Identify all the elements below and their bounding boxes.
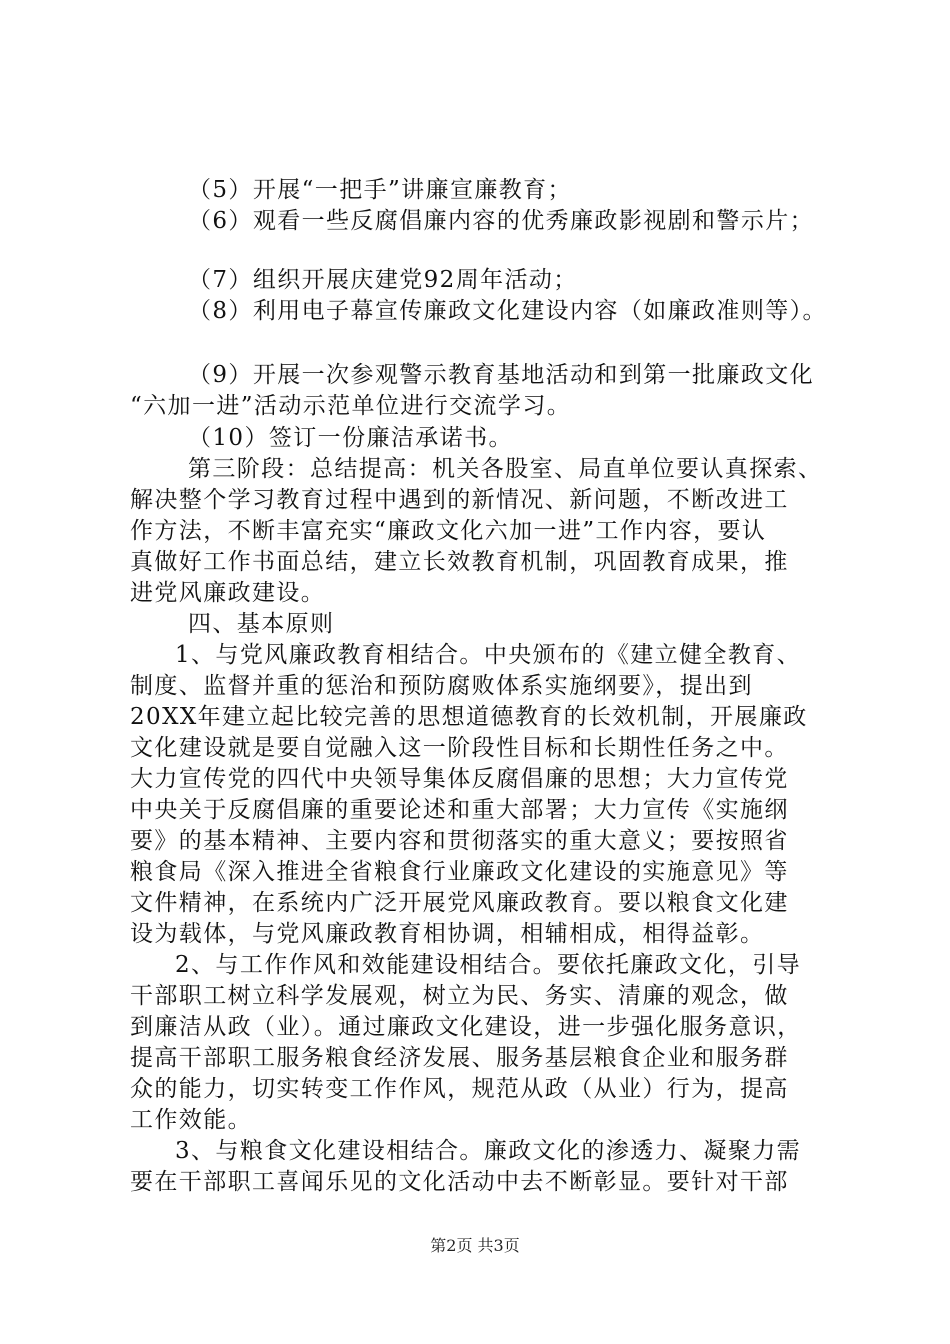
- section-heading: 四、基本原则: [188, 611, 335, 637]
- text-line: 1、与党风廉政教育相结合。中央颁布的《建立健全教育、: [175, 642, 802, 668]
- text-line: 解决整个学习教育过程中遇到的新情况、新问题，不断改进工: [130, 487, 789, 513]
- text-line: 中央关于反腐倡廉的重要论述和重大部署；大力宣传《实施纲: [130, 797, 789, 823]
- text-line: 制度、监督并重的惩治和预防腐败体系实施纲要》，提出到: [130, 673, 753, 699]
- text-line: 作方法，不断丰富充实“廉政文化六加一进”工作内容，要认: [130, 518, 767, 544]
- text-line: 3、与粮食文化建设相结合。廉政文化的渗透力、凝聚力需: [175, 1138, 802, 1164]
- text-line: （8）利用电子幕宣传廉政文化建设内容（如廉政准则等）。: [188, 298, 827, 324]
- text-line: （9）开展一次参观警示教育基地活动和到第一批廉政文化: [188, 362, 815, 388]
- text-line: 干部职工树立科学发展观，树立为民、务实、清廉的观念，做: [130, 983, 789, 1009]
- text-line: 工作效能。: [130, 1107, 252, 1133]
- text-line: 要在干部职工喜闻乐见的文化活动中去不断彰显。要针对干部: [130, 1169, 789, 1195]
- text-line: “六加一进”活动示范单位进行交流学习。: [130, 393, 572, 419]
- text-line: 到廉洁从政（业）。通过廉政文化建设，进一步强化服务意识，: [130, 1014, 802, 1040]
- text-line: 20XX年建立起比较完善的思想道德教育的长效机制，开展廉政: [130, 704, 808, 730]
- text-line: 众的能力，切实转变工作作风，规范从政（从业）行为，提高: [130, 1076, 789, 1102]
- text-line: 设为载体，与党风廉政教育相协调，相辅相成，相得益彰。: [130, 921, 765, 947]
- text-line: 粮食局《深入推进全省粮食行业廉政文化建设的实施意见》等: [130, 859, 789, 885]
- text-line: 大力宣传党的四代中央领导集体反腐倡廉的思想；大力宣传党: [130, 766, 789, 792]
- text-line: （6）观看一些反腐倡廉内容的优秀廉政影视剧和警示片；: [188, 208, 815, 234]
- text-line: 2、与工作作风和效能建设相结合。要依托廉政文化，引导: [175, 952, 802, 978]
- text-line: （10）签订一份廉洁承诺书。: [188, 425, 513, 451]
- text-line: 文件精神，在系统内广泛开展党风廉政教育。要以粮食文化建: [130, 890, 789, 916]
- text-line: 进党风廉政建设。: [130, 580, 326, 606]
- text-line: 第三阶段：总结提高：机关各股室、局直单位要认真探索、: [188, 456, 823, 482]
- text-line: （5）开展“一把手”讲廉宣廉教育；: [188, 177, 572, 203]
- text-line: （7）组织开展庆建党92周年活动；: [188, 267, 578, 293]
- text-line: 提高干部职工服务粮食经济发展、服务基层粮食企业和服务群: [130, 1045, 789, 1071]
- text-line: 真做好工作书面总结，建立长效教育机制，巩固教育成果，推: [130, 549, 789, 575]
- text-line: 要》的基本精神、主要内容和贯彻落实的重大意义；要按照省: [130, 828, 789, 854]
- page-number-footer: 第2页 共3页: [430, 1236, 520, 1255]
- text-line: 文化建设就是要自觉融入这一阶段性目标和长期性任务之中。: [130, 735, 789, 761]
